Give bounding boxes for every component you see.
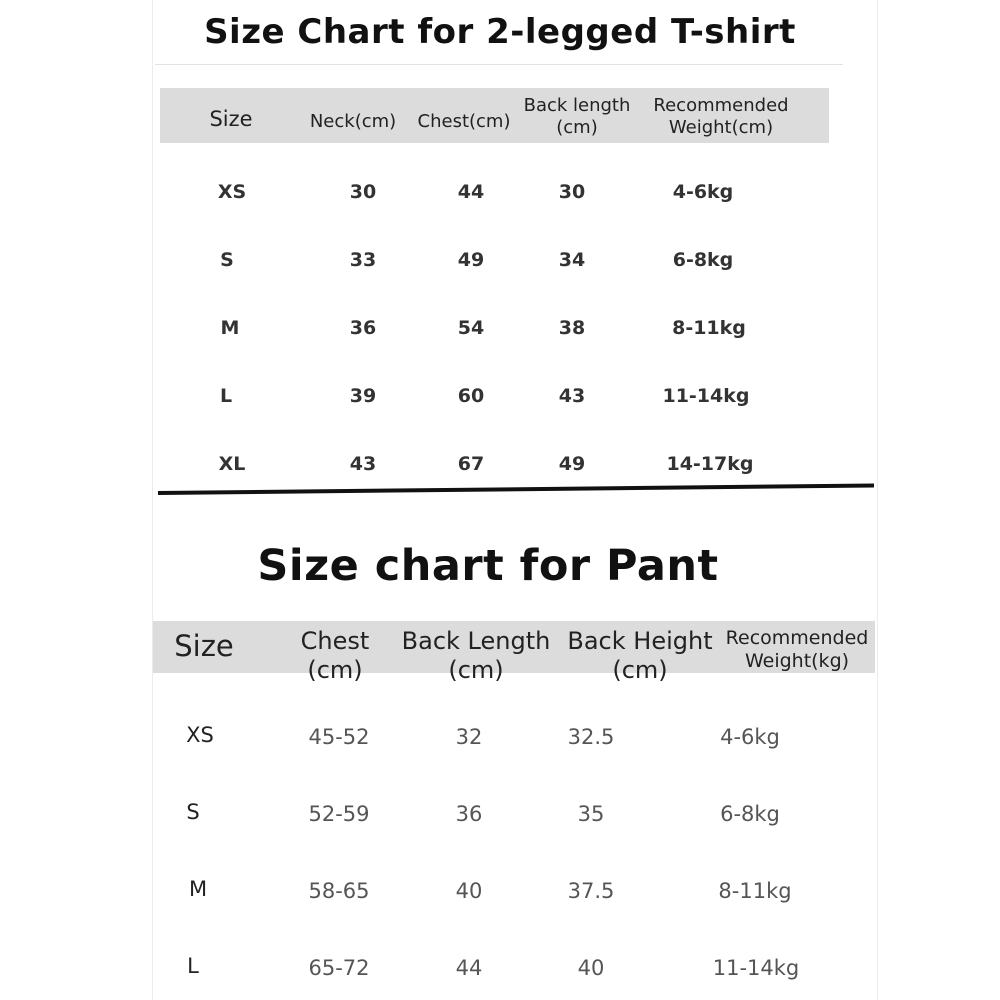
pant-size-cell: XS <box>186 723 214 747</box>
pant-back-height-cell: 40 <box>577 956 605 980</box>
title-underline <box>155 64 843 65</box>
tshirt-neck-cell: 39 <box>349 385 377 407</box>
tshirt-neck-cell: 30 <box>349 181 377 203</box>
pant-header-chest-line1: Chest <box>300 627 370 655</box>
tshirt-weight-cell: 8-11kg <box>672 317 746 339</box>
pant-header-back-length-line2: (cm) <box>448 655 504 684</box>
pant-back-length-cell: 32 <box>455 725 483 749</box>
tshirt-chest-cell: 67 <box>457 453 485 475</box>
tshirt-weight-cell: 4-6kg <box>672 181 734 203</box>
pant-size-cell: L <box>187 954 199 978</box>
tshirt-header-neck: Neck(cm) <box>309 111 397 132</box>
pant-header-chest <box>282 627 388 685</box>
pant-header-back-height <box>562 627 718 685</box>
tshirt-back-cell: 49 <box>558 453 586 475</box>
tshirt-neck-cell: 43 <box>349 453 377 475</box>
tshirt-size-cell: L <box>219 385 233 407</box>
pant-weight-cell: 11-14kg <box>712 956 800 980</box>
pant-header-size: Size <box>174 629 234 663</box>
tshirt-chest-cell: 49 <box>457 249 485 271</box>
pant-back-length-cell: 40 <box>455 879 483 903</box>
pant-weight-cell: 6-8kg <box>720 802 780 826</box>
pant-back-length-cell: 36 <box>455 802 483 826</box>
tshirt-chest-cell: 44 <box>457 181 485 203</box>
pant-size-cell: M <box>188 877 208 901</box>
pant-header-back-length <box>396 627 556 685</box>
tshirt-neck-cell: 33 <box>349 249 377 271</box>
tshirt-chest-cell: 54 <box>457 317 485 339</box>
pant-chart-title: Size chart for Pant <box>257 541 719 591</box>
pant-header-weight <box>719 627 875 673</box>
tshirt-header-weight-line1: Recommended <box>653 95 789 116</box>
pant-weight-cell: 8-11kg <box>718 879 792 903</box>
pant-back-height-cell: 37.5 <box>567 879 615 903</box>
tshirt-chest-cell: 60 <box>457 385 485 407</box>
tshirt-header-back-length <box>513 95 641 138</box>
pant-header-back-height-line2: (cm) <box>612 655 668 684</box>
pant-chest-cell: 65-72 <box>308 956 370 980</box>
pant-chest-cell: 58-65 <box>308 879 370 903</box>
pant-back-height-cell: 32.5 <box>567 725 615 749</box>
tshirt-back-cell: 43 <box>558 385 586 407</box>
tshirt-header-back-length-line2: (cm) <box>556 116 598 138</box>
pant-back-height-cell: 35 <box>577 802 605 826</box>
tshirt-header-size: Size <box>209 107 253 131</box>
pant-back-length-cell: 44 <box>455 956 483 980</box>
tshirt-size-cell: M <box>220 317 240 339</box>
tshirt-weight-cell: 6-8kg <box>672 249 734 271</box>
tshirt-weight-cell: 14-17kg <box>666 453 754 475</box>
pant-header-weight-line1: Recommended <box>725 627 869 649</box>
pant-header-back-height-line1: Back Height <box>567 627 713 655</box>
tshirt-back-cell: 38 <box>558 317 586 339</box>
pant-weight-cell: 4-6kg <box>720 725 780 749</box>
tshirt-header-back-length-line1: Back length <box>523 95 631 116</box>
tshirt-header-weight <box>640 95 802 138</box>
tshirt-size-cell: S <box>220 249 234 271</box>
pant-chest-cell: 45-52 <box>308 725 370 749</box>
pant-chest-cell: 52-59 <box>308 802 370 826</box>
pant-size-cell: S <box>186 800 200 824</box>
size-chart-panel <box>152 0 878 1000</box>
tshirt-size-cell: XS <box>217 181 247 203</box>
tshirt-size-cell: XL <box>218 453 246 475</box>
tshirt-chart-title: Size Chart for 2-legged T-shirt <box>204 12 796 52</box>
tshirt-weight-cell: 11-14kg <box>662 385 750 407</box>
tshirt-back-cell: 30 <box>558 181 586 203</box>
tshirt-neck-cell: 36 <box>349 317 377 339</box>
pant-header-back-length-line1: Back Length <box>401 627 551 655</box>
pant-header-weight-line2: Weight(kg) <box>744 649 850 672</box>
pant-header-chest-line2: (cm) <box>307 655 363 684</box>
tshirt-back-cell: 34 <box>558 249 586 271</box>
tshirt-header-chest: Chest(cm) <box>417 111 511 132</box>
tshirt-header-weight-line2: Weight(cm) <box>668 116 774 138</box>
